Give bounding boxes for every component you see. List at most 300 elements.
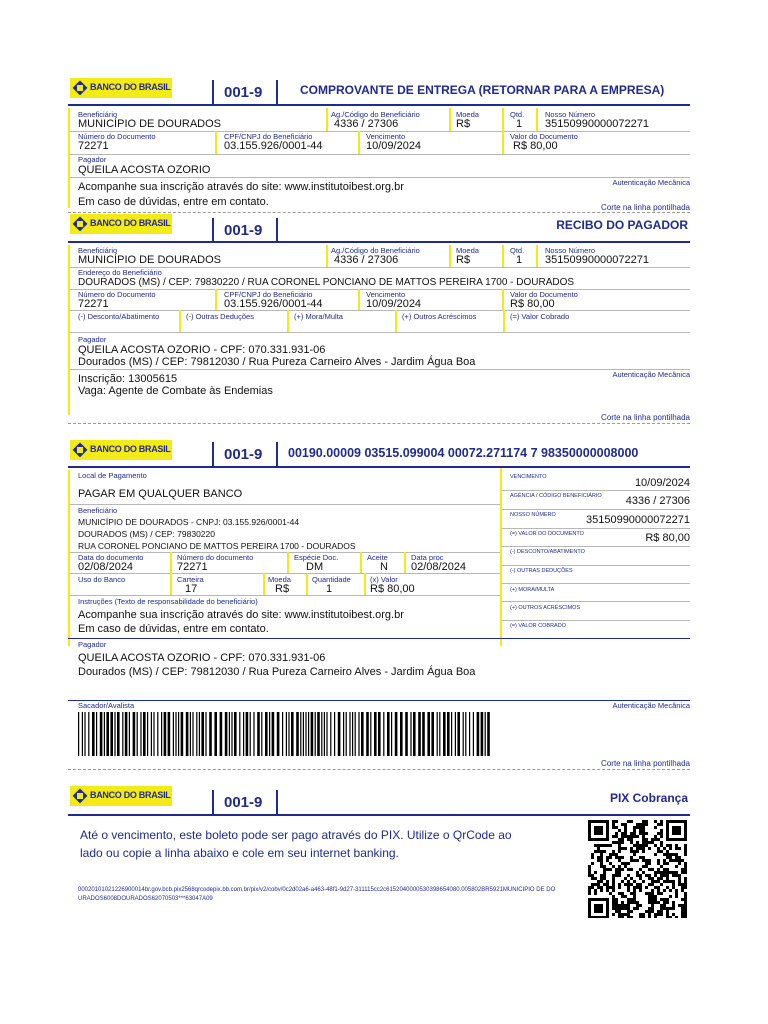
- divider: [287, 310, 289, 332]
- qr-module: [654, 820, 657, 823]
- qr-module: [642, 871, 645, 874]
- qr-module: [642, 865, 645, 868]
- qr-module: [618, 886, 621, 889]
- valor-documento-value: R$ 80,00: [645, 532, 690, 544]
- separator: [70, 504, 500, 505]
- qr-module: [678, 856, 681, 859]
- pagador-line: Dourados (MS) / CEP: 79812030 / Rua Pureza Carneiro Alves - Jardim Água Boa: [78, 666, 476, 678]
- numero-documento-label: Número do Documento: [78, 132, 156, 141]
- qr-module: [621, 907, 624, 910]
- qr-module: [612, 880, 615, 883]
- qr-module: [612, 904, 615, 907]
- qr-module: [588, 871, 591, 874]
- qr-module: [624, 883, 627, 886]
- qr-module: [648, 913, 651, 916]
- qr-module: [636, 907, 639, 910]
- qr-module: [651, 895, 654, 898]
- qr-module: [594, 889, 597, 892]
- bank-code: 001-9: [224, 446, 263, 463]
- qr-module: [612, 823, 615, 826]
- barcode-bar: [173, 712, 174, 756]
- pagador-label: Pagador: [78, 335, 107, 344]
- pix-instructions: Até o vencimento, este boleto pode ser pago através do PIX. Utilize o QrCode ao lado ou copie a linha abaixo e cole em seu internet banking.: [80, 828, 512, 860]
- qr-module: [675, 895, 678, 898]
- qr-module: [651, 841, 654, 844]
- barcode-bar: [114, 712, 115, 756]
- qr-module: [678, 904, 681, 907]
- qr-module: [660, 892, 663, 895]
- qr-module: [597, 859, 600, 862]
- qr-module: [639, 868, 642, 871]
- qr-module: [663, 889, 666, 892]
- barcode-bar: [181, 712, 184, 756]
- qr-module: [603, 874, 606, 877]
- qr-module: [684, 910, 687, 913]
- qr-module: [630, 901, 633, 904]
- qr-module: [666, 907, 669, 910]
- divider: [536, 108, 538, 132]
- qr-module: [627, 862, 630, 865]
- qr-module: [621, 901, 624, 904]
- barcode-bar: [288, 712, 289, 756]
- separator: [70, 332, 690, 333]
- barcode-bar: [487, 712, 490, 756]
- qr-module: [606, 880, 609, 883]
- pagador-label: Pagador: [78, 640, 107, 649]
- qr-module: [678, 883, 681, 886]
- qr-module: [639, 844, 642, 847]
- qr-module: [663, 904, 666, 907]
- qr-module: [633, 895, 636, 898]
- qr-module: [612, 850, 615, 853]
- cut-line: [68, 423, 690, 424]
- qr-module: [630, 883, 633, 886]
- qr-module: [663, 862, 666, 865]
- qr-module: [648, 874, 651, 877]
- qr-module: [675, 859, 678, 862]
- qr-module: [636, 874, 639, 877]
- qr-module: [639, 886, 642, 889]
- separator: [68, 104, 690, 106]
- barcode-bar: [451, 712, 452, 756]
- qr-module: [654, 871, 657, 874]
- data-documento-label: Data do documento: [78, 553, 144, 562]
- barcode-bar: [164, 712, 167, 756]
- barcode-bar: [378, 712, 381, 756]
- qr-module: [645, 820, 648, 823]
- qr-module: [606, 883, 609, 886]
- qr-module: [630, 916, 633, 918]
- qr-module: [636, 826, 639, 829]
- barcode-bar: [214, 712, 217, 756]
- cpf-cnpj-value: 03.155.926/0001-44: [224, 298, 323, 310]
- qr-module: [657, 859, 660, 862]
- qr-module: [684, 901, 687, 904]
- qr-module: [633, 901, 636, 904]
- qr-module: [648, 901, 651, 904]
- divider: [287, 552, 289, 574]
- qr-module: [627, 883, 630, 886]
- barcode-bar: [455, 712, 456, 756]
- autenticacao-label: Autenticação Mecânica: [612, 370, 690, 379]
- qr-module: [624, 832, 627, 835]
- outros-acrescimos-label: (+) OUTROS ACRÉSCIMOS: [510, 605, 581, 611]
- qr-module: [681, 868, 684, 871]
- qr-module: [627, 820, 630, 823]
- beneficiario-line: MUNICÍPIO DE DOURADOS - CNPJ: 03.155.926/0001-44: [78, 517, 300, 527]
- qr-module: [678, 862, 681, 865]
- cpf-cnpj-value: 03.155.926/0001-44: [224, 140, 323, 152]
- qr-module: [684, 871, 687, 874]
- divider: [215, 289, 217, 311]
- qr-module: [621, 892, 624, 895]
- qr-module: [636, 901, 639, 904]
- barcode-bar: [469, 712, 470, 756]
- qr-module: [606, 856, 609, 859]
- separator: [70, 369, 690, 370]
- qr-module: [648, 862, 651, 865]
- qr-module: [630, 910, 633, 913]
- qr-module: [600, 850, 603, 853]
- qr-module: [657, 886, 660, 889]
- qr-module: [624, 865, 627, 868]
- divider: [502, 289, 504, 311]
- barcode-bar: [387, 712, 390, 756]
- qr-module: [600, 844, 603, 847]
- qr-module: [630, 856, 633, 859]
- qr-module: [648, 868, 651, 871]
- qr-module: [663, 853, 666, 856]
- qr-module: [684, 916, 687, 918]
- divider: [212, 80, 214, 104]
- qr-module: [609, 853, 612, 856]
- qr-module: [594, 871, 597, 874]
- qr-module: [618, 838, 621, 841]
- divider: [215, 131, 217, 155]
- numero-documento-label: Número do Documento: [78, 290, 156, 299]
- qr-module: [636, 847, 639, 850]
- qr-module: [633, 859, 636, 862]
- qr-module: [624, 904, 627, 907]
- qr-module: [684, 868, 687, 871]
- qr-module: [675, 892, 678, 895]
- qr-module: [633, 832, 636, 835]
- barcode-bar: [161, 712, 162, 756]
- especie-doc-label: Espécie Doc.: [294, 553, 339, 562]
- barcode-bar: [201, 712, 204, 756]
- qr-module: [606, 886, 609, 889]
- qr-module: [624, 913, 627, 916]
- barcode-bar: [225, 712, 228, 756]
- barcode-bar: [265, 712, 268, 756]
- qtd-value: 1: [516, 118, 523, 130]
- qr-module: [603, 850, 606, 853]
- desconto-label: (-) DESCONTO/ABATIMENTO: [510, 549, 585, 555]
- qtd-label: Qtd.: [510, 246, 525, 255]
- separator: [68, 814, 690, 816]
- qr-module: [660, 907, 663, 910]
- qr-module: [612, 907, 615, 910]
- separator: [502, 565, 690, 566]
- barcode-bar: [334, 712, 335, 756]
- qr-module: [618, 841, 621, 844]
- qr-finder: [594, 826, 603, 835]
- qr-module: [621, 856, 624, 859]
- qr-module: [630, 820, 633, 823]
- qr-module: [618, 910, 621, 913]
- qr-module: [624, 847, 627, 850]
- barcode-bar: [437, 712, 438, 756]
- qr-module: [609, 862, 612, 865]
- qr-module: [663, 859, 666, 862]
- qr-module: [660, 823, 663, 826]
- valor-documento-label: Valor do Documento: [510, 132, 578, 141]
- qr-module: [618, 847, 621, 850]
- qr-module: [612, 886, 615, 889]
- agencia-label: Ag./Código do Beneficiário: [331, 110, 420, 119]
- moeda-value: R$: [456, 118, 471, 130]
- barcode-bar: [303, 712, 304, 756]
- qr-module: [612, 865, 615, 868]
- qr-module: [660, 841, 663, 844]
- qr-module: [597, 880, 600, 883]
- qr-module: [657, 901, 660, 904]
- vencimento-value: 10/09/2024: [366, 298, 422, 310]
- qr-module: [660, 883, 663, 886]
- qr-module: [588, 892, 591, 895]
- quantidade-label: Quantidade: [312, 575, 351, 584]
- qr-module: [621, 832, 624, 835]
- qr-module: [615, 901, 618, 904]
- qr-module: [618, 907, 621, 910]
- divider: [170, 552, 172, 574]
- qr-module: [669, 844, 672, 847]
- barcode-bar: [383, 712, 384, 756]
- qr-module: [645, 859, 648, 862]
- qr-module: [681, 910, 684, 913]
- qr-module: [657, 877, 660, 880]
- qr-module: [684, 883, 687, 886]
- qr-module: [600, 853, 603, 856]
- barcode-bar: [246, 712, 249, 756]
- qr-module: [630, 850, 633, 853]
- barcode-bar: [229, 712, 230, 756]
- qr-module: [639, 829, 642, 832]
- qr-module: [597, 850, 600, 853]
- qr-module: [633, 898, 636, 901]
- qr-module: [681, 871, 684, 874]
- qr-module: [666, 880, 669, 883]
- qr-module: [615, 898, 618, 901]
- qr-module: [642, 880, 645, 883]
- qr-module: [675, 889, 678, 892]
- qr-module: [639, 823, 642, 826]
- qr-module: [663, 901, 666, 904]
- barcode-bar: [330, 712, 331, 756]
- banco-do-brasil-logo: [70, 440, 172, 460]
- qr-module: [672, 883, 675, 886]
- divider: [212, 442, 214, 466]
- qr-module: [609, 892, 612, 895]
- qr-module: [597, 883, 600, 886]
- qr-module: [627, 910, 630, 913]
- moeda-value: R$: [275, 583, 290, 595]
- qr-module: [642, 913, 645, 916]
- barcode-bar: [277, 712, 280, 756]
- qr-module: [618, 829, 621, 832]
- section-title: RECIBO DO PAGADOR: [556, 218, 688, 232]
- valor-documento-value: R$ 80,00: [510, 298, 555, 310]
- qr-module: [669, 871, 672, 874]
- separator: [70, 154, 690, 155]
- qr-module: [669, 847, 672, 850]
- carteira-label: Carteira: [177, 575, 204, 584]
- moeda-label: Moeda: [456, 110, 479, 119]
- qr-module: [651, 877, 654, 880]
- separator: [502, 583, 690, 584]
- qr-module: [612, 877, 615, 880]
- qr-module: [636, 841, 639, 844]
- beneficiario-label: Beneficiário: [78, 110, 118, 119]
- qr-module: [672, 913, 675, 916]
- barcode-bar: [349, 712, 350, 756]
- logo-text: BANCO DO BRASIL: [90, 790, 171, 800]
- barcode-bar: [291, 712, 294, 756]
- separator: [68, 466, 690, 468]
- qr-module: [624, 895, 627, 898]
- qr-module: [648, 907, 651, 910]
- qr-module: [681, 898, 684, 901]
- qr-module: [642, 829, 645, 832]
- qr-module: [606, 859, 609, 862]
- qr-module: [615, 874, 618, 877]
- barcode-bar: [352, 712, 353, 756]
- qr-module: [666, 898, 669, 901]
- qr-module: [642, 838, 645, 841]
- qr-module: [624, 862, 627, 865]
- qr-module: [639, 883, 642, 886]
- quantidade-value: 1: [326, 583, 333, 595]
- qr-module: [621, 862, 624, 865]
- barcode-bar: [117, 712, 120, 756]
- autenticacao-label: Autenticação Mecânica: [612, 701, 690, 710]
- separator: [502, 528, 690, 529]
- barcode-bar: [190, 712, 191, 756]
- barcode-bar: [100, 712, 103, 756]
- qr-module: [651, 910, 654, 913]
- barcode-bar: [395, 712, 398, 756]
- barcode-bar: [104, 712, 105, 756]
- qr-module: [627, 868, 630, 871]
- barcode-bar: [300, 712, 301, 756]
- qr-module: [594, 877, 597, 880]
- qr-module: [606, 844, 609, 847]
- qtd-label: Qtd.: [510, 110, 525, 119]
- qr-module: [666, 871, 669, 874]
- barcode-bar: [234, 712, 237, 756]
- qr-module: [603, 868, 606, 871]
- qr-module: [624, 907, 627, 910]
- qr-module: [615, 832, 618, 835]
- qr-module: [630, 898, 633, 901]
- nosso-numero-label: Nosso Número: [545, 110, 596, 119]
- qr-module: [660, 829, 663, 832]
- separator: [70, 310, 690, 311]
- separator: [502, 546, 690, 547]
- pagador-label: Pagador: [78, 155, 107, 164]
- qr-module: [642, 850, 645, 853]
- qr-module: [663, 880, 666, 883]
- divider: [276, 80, 278, 104]
- qr-module: [645, 892, 648, 895]
- barcode-bar: [250, 712, 251, 756]
- qr-module: [648, 883, 651, 886]
- qr-module: [603, 883, 606, 886]
- qr-module: [618, 913, 621, 916]
- qr-module: [684, 907, 687, 910]
- qr-module: [627, 874, 630, 877]
- qr-module: [678, 877, 681, 880]
- bank-code: 001-9: [224, 222, 263, 239]
- qr-module: [600, 856, 603, 859]
- barcode-bar: [413, 712, 416, 756]
- qr-module: [666, 844, 669, 847]
- divider: [502, 131, 504, 155]
- qr-module: [654, 880, 657, 883]
- barcode-bar: [153, 712, 154, 756]
- barcode-bar: [140, 712, 141, 756]
- qr-module: [639, 874, 642, 877]
- qr-module: [648, 847, 651, 850]
- qr-module: [684, 898, 687, 901]
- barcode-bar: [465, 712, 466, 756]
- qr-module: [627, 835, 630, 838]
- qr-module: [654, 886, 657, 889]
- qr-module: [660, 832, 663, 835]
- pagador-line: QUEILA ACOSTA OZORIO - CPF: 070.331.931-06: [78, 344, 326, 356]
- qr-module: [642, 835, 645, 838]
- qr-module: [654, 853, 657, 856]
- qr-module: [633, 850, 636, 853]
- pix-copy-paste-code[interactable]: 00020101021226900014br.gov.bcb.pix2568qrcodepix.bb.com.br/pix/v2/cobv/0c2d02a6-a463-48f1-9d27-311115cc2c6152040000530398654080.005802BR5921MUNICIPIO DE DOURADOS6008DOURADOS62070503***63047A09: [78, 887, 556, 902]
- divider: [364, 573, 366, 595]
- outras-deducoes-label: (-) Outras Deduções: [186, 312, 254, 321]
- qr-module: [684, 895, 687, 898]
- qr-module: [684, 850, 687, 853]
- qr-module: [642, 823, 645, 826]
- barcode: [78, 712, 490, 756]
- agencia-label: Ag./Código do Beneficiário: [331, 246, 420, 255]
- qr-module: [630, 838, 633, 841]
- barcode-bar: [400, 712, 403, 756]
- qr-module: [678, 874, 681, 877]
- qr-module: [591, 883, 594, 886]
- qr-module: [609, 868, 612, 871]
- barcode-bar: [374, 712, 377, 756]
- barcode-bar: [366, 712, 369, 756]
- valor-cobrado-label: (=) Valor Cobrado: [510, 312, 570, 321]
- divider: [358, 289, 360, 311]
- logo-text: BANCO DO BRASIL: [90, 218, 171, 228]
- qr-module: [651, 907, 654, 910]
- qr-module: [651, 889, 654, 892]
- qr-module: [651, 883, 654, 886]
- qr-module: [681, 886, 684, 889]
- qr-module: [600, 880, 603, 883]
- inscricao: Inscrição: 13005615: [78, 373, 178, 385]
- divider: [360, 552, 362, 574]
- instrucao-line: Acompanhe sua inscrição através do site: www.institutoibest.org.br: [78, 609, 404, 621]
